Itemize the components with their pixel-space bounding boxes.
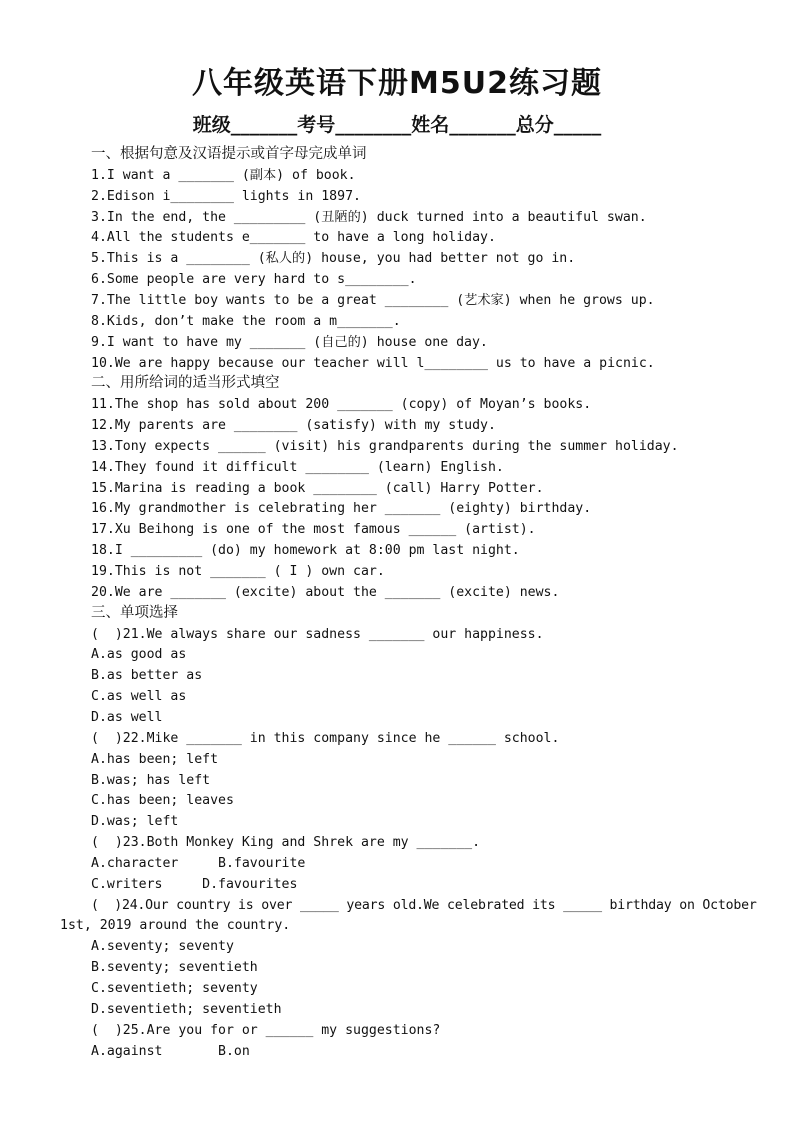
question-line: 19.This is not _______ ( I ) own car. [91, 564, 385, 579]
question-line: ( )24.Our country is over _____ years old.We celebrated its _____ birthday on October [91, 897, 757, 913]
question-line: 6.Some people are very hard to s________. [91, 272, 417, 288]
section-heading: 一、根据句意及汉语提示或首字母完成单词 [91, 146, 367, 162]
question-line: ( )22.Mike _______ in this company since he ______ school. [91, 730, 560, 746]
question-line: C.writers D.favourites [91, 876, 298, 892]
question-line: 20.We are _______ (excite) about the _______ (excite) news. [91, 584, 560, 600]
question-line: 9.I want to have my _______ (自己的) house one day. [91, 334, 488, 350]
question-line: D.seventieth; seventieth [91, 1001, 282, 1017]
question-line: A.has been; left [91, 751, 219, 767]
section-heading: 二、用所给词的适当形式填空 [91, 375, 280, 392]
question-line: ( )23.Both Monkey King and Shrek are my _______. [91, 835, 481, 851]
question-line: B.seventy; seventieth [91, 960, 258, 976]
question-line: B.was; has left [91, 772, 211, 788]
question-line: 2.Edison i________ lights in 1897. [91, 188, 361, 204]
question-line: 17.Xu Beihong is one of the most famous ______ (artist). [91, 522, 536, 538]
question-line: 1st, 2019 around the country. [60, 918, 291, 934]
question-line: A.character B.favourite [91, 855, 306, 871]
question-line: C.seventieth; seventy [91, 981, 258, 996]
question-line: 3.In the end, the _________ (丑陋的) duck turned into a beautiful swan. [91, 209, 647, 225]
question-line: 4.All the students e_______ to have a long holiday. [91, 230, 496, 246]
student-info-line: 班级_______考号________姓名_______总分_____ [192, 114, 602, 136]
question-line: 18.I _________ (do) my homework at 8:00 pm last night. [91, 543, 520, 559]
question-line: ( )21.We always share our sadness _______ our happiness. [91, 626, 544, 642]
question-line: C.has been; leaves [91, 793, 234, 809]
question-line: ( )25.Are you for or ______ my suggestions? [91, 1022, 441, 1038]
question-line: 12.My parents are ________ (satisfy) with my study. [91, 418, 496, 434]
question-line: 5.This is a ________ (私人的) house, you had better not go in. [91, 251, 576, 267]
question-line: 16.My grandmother is celebrating her _______ (eighty) birthday. [91, 501, 592, 517]
question-line: A.against B.on [91, 1043, 250, 1059]
question-line: 10.We are happy because our teacher will l________ us to have a picnic. [91, 355, 655, 371]
question-line: 11.The shop has sold about 200 _______ (copy) of Moyan’s books. [91, 397, 592, 413]
section-heading: 三、单项选择 [91, 604, 178, 621]
question-line: 15.Marina is reading a book ________ (call) Harry Potter. [91, 480, 544, 496]
question-line: A.as good as [91, 647, 187, 663]
question-line: A.seventy; seventy [91, 939, 234, 955]
page-title: 八年级英语下册M5U2练习题 [192, 66, 602, 101]
question-line: 14.They found it difficult ________ (learn) English. [91, 459, 504, 475]
question-line: 13.Tony expects ______ (visit) his grandparents during the summer holiday. [91, 438, 679, 454]
question-line: 7.The little boy wants to be a great ________ (艺术家) when he grows up. [91, 292, 655, 308]
question-line: C.as well as [91, 689, 187, 705]
question-line: D.as well [91, 709, 163, 725]
question-line: D.was; left [91, 814, 179, 830]
question-line: B.as better as [91, 668, 203, 684]
question-line: 1.I want a _______ (副本) of book. [91, 167, 356, 183]
question-line: 8.Kids, don’t make the room a m_______. [91, 313, 401, 329]
